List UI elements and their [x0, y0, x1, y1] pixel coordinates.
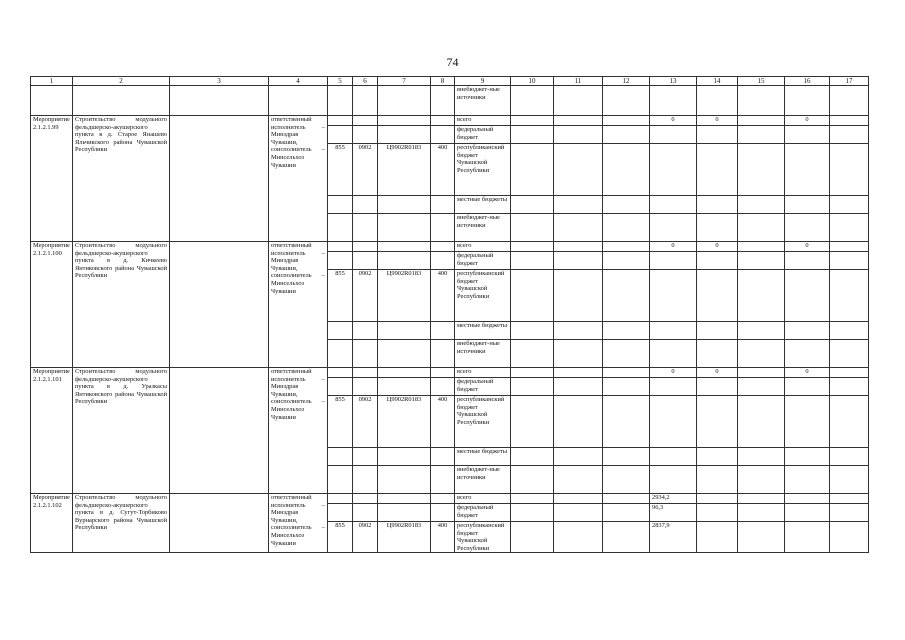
code-grbs: 855 — [328, 396, 353, 448]
value-cell: 0 — [650, 368, 697, 378]
source-cell: местные бюджеты — [455, 448, 511, 466]
page-number: 74 — [446, 55, 459, 69]
table-row — [31, 116, 869, 126]
measure-id: Мероприятие 2.1.2.1.101 — [31, 368, 73, 494]
col-header: 14 — [697, 77, 738, 86]
budget-table — [30, 76, 869, 553]
col-header: 16 — [785, 77, 830, 86]
code-grbs: 855 — [328, 144, 353, 196]
measure-name: Строительство модульного фельдшерско-акушерского пункта в д. Кичкеево Янтиковского района Чувашской Республики — [73, 242, 170, 368]
header-row — [31, 77, 869, 86]
source-cell: всего — [455, 494, 511, 504]
col-header: 5 — [328, 77, 353, 86]
code-vr: 400 — [431, 270, 455, 322]
code-vr: 400 — [431, 522, 455, 553]
table-row — [31, 494, 869, 504]
source-cell: внебюджет-ные источники — [455, 214, 511, 242]
code-csr: Ц9902R0183 — [378, 270, 431, 322]
code-grbs: 855 — [328, 270, 353, 322]
col-header: 7 — [378, 77, 431, 86]
col-header: 2 — [73, 77, 170, 86]
source-cell: внебюджет-ные источники — [455, 466, 511, 494]
col-header: 12 — [603, 77, 650, 86]
value-cell: 0 — [697, 116, 738, 126]
responsible: ответственный исполнитель – Минздрав Чувашии, соисполнитель – Минсельхоз Чувашии — [269, 368, 328, 494]
col-header: 9 — [455, 77, 511, 86]
col-header: 6 — [353, 77, 378, 86]
measure-id: Мероприятие 2.1.2.1.99 — [31, 116, 73, 242]
col-header: 15 — [738, 77, 785, 86]
col-header: 10 — [511, 77, 554, 86]
value-cell: 0 — [650, 116, 697, 126]
source-cell: федеральный бюджет — [455, 126, 511, 144]
value-cell: 96,3 — [650, 504, 697, 522]
source-cell: местные бюджеты — [455, 196, 511, 214]
col-header: 3 — [170, 77, 269, 86]
responsible: ответственный исполнитель – Минздрав Чувашии, соисполнитель – Минсельхоз Чувашии — [269, 116, 328, 242]
col-header: 11 — [554, 77, 603, 86]
code-csr: Ц9902R0183 — [378, 396, 431, 448]
source-cell: местные бюджеты — [455, 322, 511, 340]
col-header: 1 — [31, 77, 73, 86]
code-csr: Ц9902R0183 — [378, 144, 431, 196]
source-cell: всего — [455, 116, 511, 126]
responsible: ответственный исполнитель – Минздрав Чувашии, соисполнитель – Минсельхоз Чувашии — [269, 494, 328, 553]
source-cell: федеральный бюджет — [455, 504, 511, 522]
source-cell: всего — [455, 242, 511, 252]
code-vr: 400 — [431, 144, 455, 196]
value-cell: 0 — [697, 368, 738, 378]
source-cell: всего — [455, 368, 511, 378]
col-header: 13 — [650, 77, 697, 86]
source-cell: республиканский бюджет Чувашской Республики — [455, 144, 511, 196]
value-cell: 2934,2 — [650, 494, 697, 504]
measure-id: Мероприятие 2.1.2.1.100 — [31, 242, 73, 368]
source-cell: федеральный бюджет — [455, 252, 511, 270]
responsible: ответственный исполнитель – Минздрав Чувашии, соисполнитель – Минсельхоз Чувашии — [269, 242, 328, 368]
value-cell: 2837,9 — [650, 522, 697, 553]
measure-name: Строительство модульного фельдшерско-акушерского пункта в д. Сугут-Торбиково Вурнарского района Чувашской Республики — [73, 494, 170, 553]
col-header: 17 — [830, 77, 869, 86]
code-rzpr: 0902 — [353, 144, 378, 196]
source-cell: внебюджет-ные источники — [455, 340, 511, 368]
code-rzpr: 0902 — [353, 522, 378, 553]
code-vr: 400 — [431, 396, 455, 448]
table-row — [31, 242, 869, 252]
measure-name: Строительство модульного фельдшерско-акушерского пункта в д. Старое Янашево Яльчикского района Чувашской Республики — [73, 116, 170, 242]
source-cell: республиканский бюджет Чувашской Республики — [455, 522, 511, 553]
value-cell: 0 — [785, 242, 830, 252]
value-cell: 0 — [785, 368, 830, 378]
source-cell: федеральный бюджет — [455, 378, 511, 396]
source-cell: внебюджет-ные источники — [455, 86, 511, 116]
col-header: 4 — [269, 77, 328, 86]
value-cell: 0 — [697, 242, 738, 252]
code-grbs: 855 — [328, 522, 353, 553]
measure-id: Мероприятие 2.1.2.1.102 — [31, 494, 73, 553]
col-header: 8 — [431, 77, 455, 86]
value-cell: 0 — [650, 242, 697, 252]
source-cell: республиканский бюджет Чувашской Республики — [455, 270, 511, 322]
table-row — [31, 368, 869, 378]
value-cell: 0 — [785, 116, 830, 126]
code-rzpr: 0902 — [353, 270, 378, 322]
table-row — [31, 86, 869, 116]
code-rzpr: 0902 — [353, 396, 378, 448]
code-csr: Ц9902R0183 — [378, 522, 431, 553]
measure-name: Строительство модульного фельдшерско-акушерского пункта в д. Уразкасы Янтиковского района Чувашской Республики — [73, 368, 170, 494]
source-cell: республиканский бюджет Чувашской Республики — [455, 396, 511, 448]
